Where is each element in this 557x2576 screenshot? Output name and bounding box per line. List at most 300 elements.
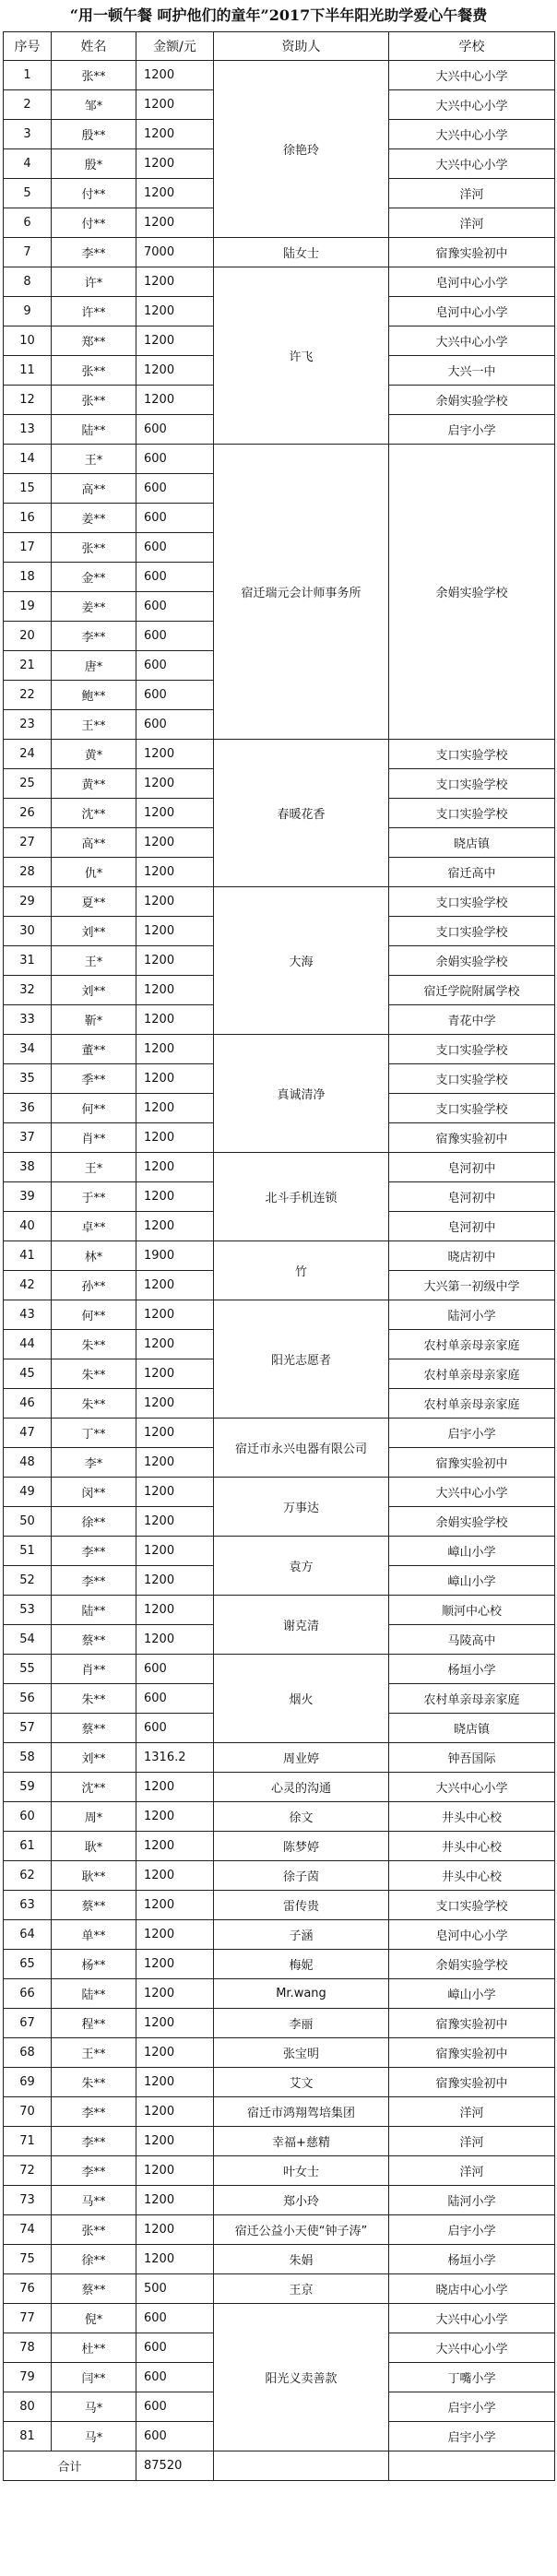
sponsor: 大海: [214, 887, 389, 1035]
school: 大兴第一初级中学: [389, 1271, 555, 1300]
row-number: 61: [4, 1832, 52, 1861]
row-number: 17: [4, 533, 52, 563]
sponsor: 雷传贵: [214, 1891, 389, 1920]
donee-name: 黄**: [52, 769, 136, 799]
donee-name: 张**: [52, 533, 136, 563]
sponsor: 烟火: [214, 1655, 389, 1743]
table-row: [4, 1478, 555, 1507]
sponsor: 王京: [214, 2274, 389, 2304]
amount: 1200: [136, 386, 214, 415]
school: 洋河: [389, 2156, 555, 2186]
row-number: 46: [4, 1389, 52, 1419]
table-row: [4, 2068, 555, 2097]
sponsor: 春暖花香: [214, 740, 389, 887]
donee-name: 唐*: [52, 651, 136, 681]
table-row: [4, 1035, 555, 1064]
row-number: 34: [4, 1035, 52, 1064]
table-row: [4, 740, 555, 769]
row-number: 45: [4, 1359, 52, 1389]
donee-name: 卓**: [52, 1212, 136, 1241]
table-row: [4, 887, 555, 917]
row-number: 72: [4, 2156, 52, 2186]
row-number: 3: [4, 120, 52, 149]
row-number: 59: [4, 1773, 52, 1802]
table-row: [4, 1832, 555, 1861]
donee-name: 倪*: [52, 2304, 136, 2333]
amount: 600: [136, 474, 214, 504]
table-row: [4, 1920, 555, 1950]
amount: 1200: [136, 2186, 214, 2215]
row-number: 44: [4, 1330, 52, 1359]
sponsor: 袁方: [214, 1537, 389, 1596]
school: 晓店中心小学: [389, 2274, 555, 2304]
donee-name: 王**: [52, 710, 136, 740]
school: 井头中心校: [389, 1832, 555, 1861]
school: 启宇小学: [389, 1419, 555, 1448]
school: 宿豫实验初中: [389, 1123, 555, 1153]
row-number: 40: [4, 1212, 52, 1241]
row-number: 13: [4, 415, 52, 445]
donee-name: 夏**: [52, 887, 136, 917]
row-number: 20: [4, 622, 52, 651]
school: 大兴一中: [389, 356, 555, 386]
row-number: 30: [4, 917, 52, 946]
sponsor: 宿迁市永兴电器有限公司: [214, 1419, 389, 1478]
sponsor: 宿迁瑞元会计师事务所: [214, 445, 389, 740]
row-number: 7: [4, 238, 52, 267]
donee-name: 李**: [52, 2156, 136, 2186]
row-number: 42: [4, 1271, 52, 1300]
sponsor: 许飞: [214, 267, 389, 445]
school: 杨垣小学: [389, 2245, 555, 2274]
amount: 1200: [136, 1773, 214, 1802]
total-value: 87520: [136, 2451, 214, 2481]
school: 晓店初中: [389, 1241, 555, 1271]
row-number: 81: [4, 2422, 52, 2451]
row-number: 16: [4, 504, 52, 533]
school: 支口实验学校: [389, 917, 555, 946]
amount: 1200: [136, 1478, 214, 1507]
row-number: 18: [4, 563, 52, 592]
amount: 1200: [136, 2097, 214, 2127]
row-number: 68: [4, 2038, 52, 2068]
row-number: 6: [4, 208, 52, 238]
amount: 600: [136, 592, 214, 622]
table-row: [4, 1950, 555, 1979]
table-row: [4, 1596, 555, 1625]
donee-name: 丁**: [52, 1419, 136, 1448]
row-number: 2: [4, 90, 52, 120]
donee-name: 付**: [52, 208, 136, 238]
donee-name: 高**: [52, 828, 136, 858]
amount: 1200: [136, 769, 214, 799]
donation-table: [3, 31, 555, 2481]
donee-name: 朱**: [52, 1684, 136, 1714]
amount: 1200: [136, 2245, 214, 2274]
table-row: [4, 1153, 555, 1182]
sponsor: 阳光义卖善款: [214, 2304, 389, 2451]
amount: 1200: [136, 61, 214, 90]
header-row: [4, 32, 555, 61]
total-label: 合计: [4, 2451, 136, 2481]
amount: 1200: [136, 1448, 214, 1478]
sponsor: 陆女士: [214, 238, 389, 267]
table-row: [4, 2156, 555, 2186]
table-row: [4, 1419, 555, 1448]
amount: 1200: [136, 179, 214, 208]
amount: 1200: [136, 297, 214, 326]
donee-name: 何**: [52, 1094, 136, 1123]
amount: 500: [136, 2274, 214, 2304]
school: 宿豫实验初中: [389, 238, 555, 267]
row-number: 43: [4, 1300, 52, 1330]
donee-name: 王*: [52, 1153, 136, 1182]
amount: 1200: [136, 887, 214, 917]
amount: 600: [136, 1714, 214, 1743]
row-number: 1: [4, 61, 52, 90]
school: 陆河小学: [389, 1300, 555, 1330]
total-row: [4, 2451, 555, 2481]
sponsor: 万事达: [214, 1478, 389, 1537]
amount: 1200: [136, 858, 214, 887]
row-number: 19: [4, 592, 52, 622]
row-number: 78: [4, 2333, 52, 2363]
row-number: 31: [4, 946, 52, 976]
school: 农村单亲母亲家庭: [389, 1330, 555, 1359]
row-number: 41: [4, 1241, 52, 1271]
amount: 1200: [136, 976, 214, 1005]
donee-name: 于**: [52, 1182, 136, 1212]
amount: 1200: [136, 740, 214, 769]
row-number: 80: [4, 2392, 52, 2422]
row-number: 73: [4, 2186, 52, 2215]
amount: 600: [136, 504, 214, 533]
amount: 1200: [136, 2068, 214, 2097]
row-number: 37: [4, 1123, 52, 1153]
donee-name: 徐**: [52, 2245, 136, 2274]
donee-name: 金**: [52, 563, 136, 592]
page-title: “用一顿午餐 呵护他们的童年”2017下半年阳光助学爱心午餐费: [69, 6, 488, 24]
amount: 1200: [136, 1182, 214, 1212]
amount: 1200: [136, 2038, 214, 2068]
amount: 600: [136, 563, 214, 592]
school: 农村单亲母亲家庭: [389, 1389, 555, 1419]
school: 嶂山小学: [389, 1979, 555, 2009]
sponsor: 宿迁市鸿翔驾培集团: [214, 2097, 389, 2127]
amount: 1200: [136, 1802, 214, 1832]
donee-name: 李*: [52, 1448, 136, 1478]
amount: 1200: [136, 1950, 214, 1979]
school: 余娟实验学校: [389, 1950, 555, 1979]
row-number: 50: [4, 1507, 52, 1537]
school: 嶂山小学: [389, 1537, 555, 1566]
table-row: [4, 2215, 555, 2245]
school: 洋河: [389, 179, 555, 208]
total-school-empty: [389, 2451, 555, 2481]
row-number: 64: [4, 1920, 52, 1950]
school: 大兴中心小学: [389, 1478, 555, 1507]
table-row: [4, 1300, 555, 1330]
sponsor: 幸福+慈精: [214, 2127, 389, 2156]
school: 大兴中心小学: [389, 2304, 555, 2333]
amount: 1200: [136, 208, 214, 238]
amount: 1200: [136, 1300, 214, 1330]
amount: 1200: [136, 917, 214, 946]
school: 支口实验学校: [389, 769, 555, 799]
school: 支口实验学校: [389, 887, 555, 917]
row-number: 39: [4, 1182, 52, 1212]
table-row: [4, 2038, 555, 2068]
row-number: 66: [4, 1979, 52, 2009]
amount: 1200: [136, 2156, 214, 2186]
sponsor: 阳光志愿者: [214, 1300, 389, 1419]
row-number: 63: [4, 1891, 52, 1920]
school: 大兴中心小学: [389, 149, 555, 179]
donee-name: 肖**: [52, 1123, 136, 1153]
row-number: 53: [4, 1596, 52, 1625]
donee-name: 朱**: [52, 2068, 136, 2097]
table-row: [4, 2245, 555, 2274]
school: 皂河初中: [389, 1212, 555, 1241]
school: 杨垣小学: [389, 1655, 555, 1684]
donee-name: 单**: [52, 1920, 136, 1950]
amount: 1200: [136, 1861, 214, 1891]
school: 洋河: [389, 2127, 555, 2156]
donee-name: 闫**: [52, 2363, 136, 2392]
donee-name: 何**: [52, 1300, 136, 1330]
table-row: [4, 1891, 555, 1920]
donee-name: 周*: [52, 1802, 136, 1832]
school: 晓店镇: [389, 1714, 555, 1743]
donee-name: 张**: [52, 356, 136, 386]
row-number: 76: [4, 2274, 52, 2304]
row-number: 27: [4, 828, 52, 858]
donee-name: 马*: [52, 2392, 136, 2422]
amount: 600: [136, 710, 214, 740]
row-number: 32: [4, 976, 52, 1005]
amount: 1200: [136, 1064, 214, 1094]
sponsor: 艾文: [214, 2068, 389, 2097]
sponsor: 徐艳玲: [214, 61, 389, 238]
donee-name: 郑**: [52, 326, 136, 356]
school: 嶂山小学: [389, 1566, 555, 1596]
table-row: [4, 2274, 555, 2304]
school: 陆河小学: [389, 2186, 555, 2215]
sponsor: 北斗手机连锁: [214, 1153, 389, 1241]
amount: 1200: [136, 1035, 214, 1064]
donee-name: 鲍**: [52, 681, 136, 710]
amount: 1200: [136, 2127, 214, 2156]
table-row: [4, 1537, 555, 1566]
donee-name: 李**: [52, 2127, 136, 2156]
row-number: 75: [4, 2245, 52, 2274]
row-number: 29: [4, 887, 52, 917]
amount: 1200: [136, 1891, 214, 1920]
donee-name: 姜**: [52, 504, 136, 533]
school: 顺河中心校: [389, 1596, 555, 1625]
donee-name: 蔡**: [52, 1714, 136, 1743]
sponsor: 宿迁公益小天使“钟子涛”: [214, 2215, 389, 2245]
donee-name: 朱**: [52, 1389, 136, 1419]
donee-name: 马**: [52, 2186, 136, 2215]
donee-name: 王*: [52, 445, 136, 474]
school: 马陵高中: [389, 1625, 555, 1655]
donee-name: 黄*: [52, 740, 136, 769]
table-row: [4, 267, 555, 297]
row-number: 79: [4, 2363, 52, 2392]
school: 青花中学: [389, 1005, 555, 1035]
amount: 1200: [136, 1920, 214, 1950]
school: 启宇小学: [389, 415, 555, 445]
school: 大兴中心小学: [389, 61, 555, 90]
school: 大兴中心小学: [389, 2333, 555, 2363]
header-no: 序号: [4, 32, 52, 61]
amount: 1200: [136, 1419, 214, 1448]
school: 井头中心校: [389, 1861, 555, 1891]
donee-name: 李**: [52, 238, 136, 267]
donee-name: 李**: [52, 1566, 136, 1596]
donee-name: 沈**: [52, 1773, 136, 1802]
row-number: 71: [4, 2127, 52, 2156]
row-number: 9: [4, 297, 52, 326]
table-row: [4, 1802, 555, 1832]
amount: 1200: [136, 326, 214, 356]
amount: 600: [136, 2304, 214, 2333]
row-number: 8: [4, 267, 52, 297]
school: 余娟实验学校: [389, 445, 555, 740]
amount: 1200: [136, 1566, 214, 1596]
header-amount: 金额/元: [136, 32, 214, 61]
row-number: 69: [4, 2068, 52, 2097]
amount: 1200: [136, 1330, 214, 1359]
school: 支口实验学校: [389, 799, 555, 828]
school: 钟吾国际: [389, 1743, 555, 1773]
row-number: 28: [4, 858, 52, 887]
donee-name: 朱**: [52, 1359, 136, 1389]
row-number: 22: [4, 681, 52, 710]
donee-name: 林*: [52, 1241, 136, 1271]
amount: 600: [136, 681, 214, 710]
row-number: 14: [4, 445, 52, 474]
amount: 1200: [136, 799, 214, 828]
row-number: 70: [4, 2097, 52, 2127]
donee-name: 杨**: [52, 1950, 136, 1979]
donee-name: 蔡**: [52, 1625, 136, 1655]
donee-name: 张**: [52, 2215, 136, 2245]
school: 农村单亲母亲家庭: [389, 1684, 555, 1714]
sponsor: Mr.wang: [214, 1979, 389, 2009]
row-number: 58: [4, 1743, 52, 1773]
sponsor: 周业婷: [214, 1743, 389, 1773]
donee-name: 仇*: [52, 858, 136, 887]
donee-name: 王*: [52, 946, 136, 976]
school: 大兴中心小学: [389, 120, 555, 149]
sponsor: 徐子茵: [214, 1861, 389, 1891]
school: 皂河中心小学: [389, 267, 555, 297]
amount: 600: [136, 1684, 214, 1714]
table-row: [4, 1979, 555, 2009]
donee-name: 陆**: [52, 415, 136, 445]
donee-name: 沈**: [52, 799, 136, 828]
row-number: 4: [4, 149, 52, 179]
table-row: [4, 2009, 555, 2038]
amount: 600: [136, 651, 214, 681]
donee-name: 李**: [52, 622, 136, 651]
donee-name: 李**: [52, 1537, 136, 1566]
amount: 600: [136, 2392, 214, 2422]
school: 支口实验学校: [389, 740, 555, 769]
school: 皂河初中: [389, 1153, 555, 1182]
row-number: 23: [4, 710, 52, 740]
sponsor: 叶女士: [214, 2156, 389, 2186]
school: 支口实验学校: [389, 1064, 555, 1094]
amount: 600: [136, 2422, 214, 2451]
school: 洋河: [389, 2097, 555, 2127]
donee-name: 邹*: [52, 90, 136, 120]
row-number: 5: [4, 179, 52, 208]
row-number: 21: [4, 651, 52, 681]
donee-name: 许*: [52, 267, 136, 297]
amount: 1200: [136, 1359, 214, 1389]
school: 皂河初中: [389, 1182, 555, 1212]
donee-name: 孙**: [52, 1271, 136, 1300]
sponsor: 李丽: [214, 2009, 389, 2038]
donee-name: 靳*: [52, 1005, 136, 1035]
donee-name: 蔡**: [52, 2274, 136, 2304]
table-row: [4, 1743, 555, 1773]
table-row: [4, 2127, 555, 2156]
amount: 1200: [136, 1123, 214, 1153]
school: 丁嘴小学: [389, 2363, 555, 2392]
row-number: 26: [4, 799, 52, 828]
donee-name: 董**: [52, 1035, 136, 1064]
amount: 1200: [136, 1832, 214, 1861]
row-number: 52: [4, 1566, 52, 1596]
donee-name: 李**: [52, 2097, 136, 2127]
amount: 1316.2: [136, 1743, 214, 1773]
donee-name: 蔡**: [52, 1891, 136, 1920]
header-school: 学校: [389, 32, 555, 61]
school: 支口实验学校: [389, 1891, 555, 1920]
amount: 1200: [136, 149, 214, 179]
amount: 1200: [136, 1271, 214, 1300]
amount: 1200: [136, 90, 214, 120]
sponsor: 陈梦婷: [214, 1832, 389, 1861]
row-number: 77: [4, 2304, 52, 2333]
school: 皂河中心小学: [389, 1920, 555, 1950]
row-number: 47: [4, 1419, 52, 1448]
amount: 1200: [136, 1979, 214, 2009]
amount: 1200: [136, 1153, 214, 1182]
amount: 1200: [136, 356, 214, 386]
amount: 1200: [136, 1625, 214, 1655]
total-sponsor-empty: [214, 2451, 389, 2481]
amount: 1200: [136, 1389, 214, 1419]
amount: 1200: [136, 1212, 214, 1241]
school: 洋河: [389, 208, 555, 238]
donee-name: 张**: [52, 61, 136, 90]
sponsor: 子涵: [214, 1920, 389, 1950]
school: 支口实验学校: [389, 1035, 555, 1064]
row-number: 57: [4, 1714, 52, 1743]
school: 宿豫实验初中: [389, 2038, 555, 2068]
donee-name: 朱**: [52, 1330, 136, 1359]
amount: 600: [136, 2363, 214, 2392]
donee-name: 高**: [52, 474, 136, 504]
donee-name: 刘**: [52, 1743, 136, 1773]
donee-name: 肖**: [52, 1655, 136, 1684]
donee-name: 耿**: [52, 1861, 136, 1891]
